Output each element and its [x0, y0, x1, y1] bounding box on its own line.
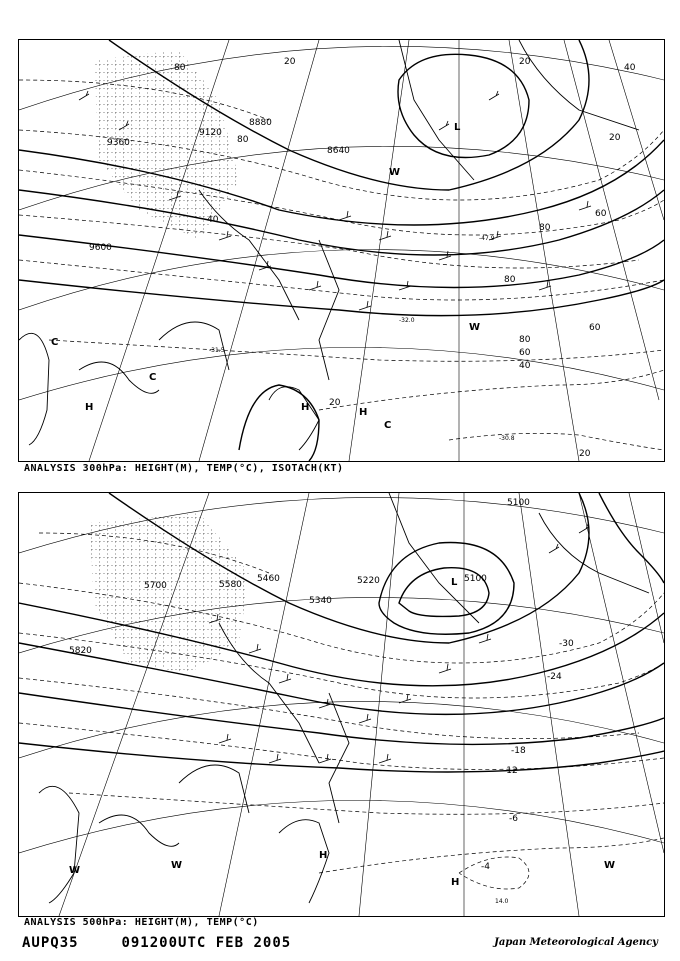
isotach-label: 20 [579, 449, 591, 459]
isotach-label: 80 [504, 275, 516, 285]
isotach-label: 20 [284, 57, 296, 67]
pressure-center: L [454, 122, 461, 133]
isotach-label: 20 [329, 398, 341, 408]
analysis-500hpa-map [18, 492, 665, 917]
pressure-center: H [85, 402, 94, 413]
isotach-label: 80 [174, 63, 186, 73]
temp-label: -12 [503, 766, 518, 776]
isotach-label: 60 [519, 348, 531, 358]
height-label: 5100 [507, 498, 530, 508]
height-label: 5340 [309, 596, 332, 606]
caption-300hpa: ANALYSIS 300hPa: HEIGHT(M), TEMP(°C), ISOTACH(KT) [24, 463, 344, 474]
height-label: 5100 [464, 574, 487, 584]
chart-code-and-time [22, 935, 291, 951]
height-label: 9360 [107, 138, 130, 148]
caption-500hpa: ANALYSIS 500hPa: HEIGHT(M), TEMP(°C) [24, 917, 259, 928]
isotach-label: 20 [609, 133, 621, 143]
pressure-center: H [319, 850, 328, 861]
height-label: 9600 [89, 243, 112, 253]
temp-label: -30.8 [499, 435, 515, 442]
isotach-label: 80 [539, 223, 551, 233]
pressure-center: L [451, 577, 458, 588]
height-label: 5820 [69, 646, 92, 656]
isotach-label: 40 [624, 63, 636, 73]
isotach-label: 80 [519, 335, 531, 345]
isotach-label: 40 [519, 361, 531, 371]
temp-label: -31.5 [209, 347, 225, 354]
height-label: 5580 [219, 580, 242, 590]
pressure-center: H [451, 877, 460, 888]
temp-label: -32.0 [399, 317, 415, 324]
isotach-label: 40 [207, 215, 219, 225]
pressure-center: C [149, 372, 157, 383]
analysis-300hpa-map [18, 39, 665, 462]
height-label: 5460 [257, 574, 280, 584]
temp-label: -47.9 [479, 235, 495, 242]
valid-time: 091200UTC FEB 2005 [121, 935, 292, 951]
temp-label: -6 [509, 814, 518, 824]
isotach-label: 20 [519, 57, 531, 67]
pressure-center: H [301, 402, 310, 413]
pressure-center: W [171, 860, 183, 871]
pressure-center: C [384, 420, 392, 431]
temp-label: -30 [559, 639, 574, 649]
temp-label: 14.0 [495, 898, 509, 905]
pressure-center: H [359, 407, 368, 418]
temp-label: -18 [511, 746, 526, 756]
isotach-label: 60 [589, 323, 601, 333]
pressure-center: W [604, 860, 616, 871]
height-label: 9120 [199, 128, 222, 138]
temp-label: -24 [547, 672, 562, 682]
agency-name: Japan Meteorological Agency [494, 937, 658, 948]
isotach-label: 60 [595, 209, 607, 219]
temp-label: -4 [481, 862, 490, 872]
pressure-center: C [51, 337, 59, 348]
chart-code: AUPQ35 [22, 935, 79, 951]
pressure-center: W [389, 167, 401, 178]
isotach-label: 80 [237, 135, 249, 145]
height-label: 8880 [249, 118, 272, 128]
pressure-center: W [69, 865, 81, 876]
pressure-center: W [469, 322, 481, 333]
map-300hpa-svg [19, 40, 664, 461]
height-label: 5220 [357, 576, 380, 586]
height-label: 5700 [144, 581, 167, 591]
height-label: 8640 [327, 146, 350, 156]
map-500hpa-svg [19, 493, 664, 916]
